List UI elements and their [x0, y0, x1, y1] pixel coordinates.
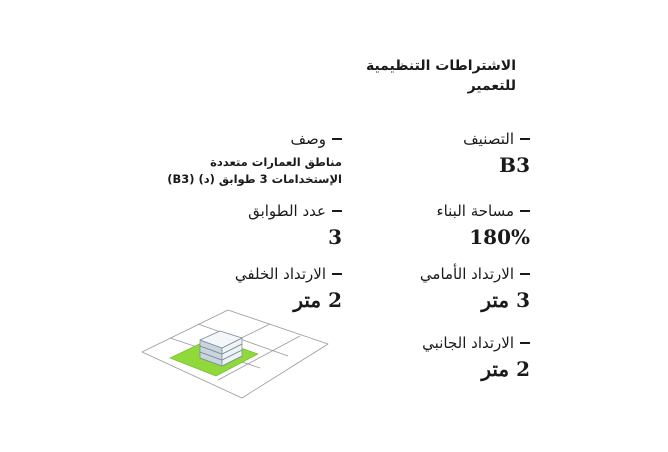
classification-label: التصنيف: [463, 130, 514, 148]
rear-setback-value: 2 متر: [293, 288, 342, 312]
dash-marker: [332, 210, 342, 212]
floors-value: 3: [328, 225, 342, 249]
dash-marker: [520, 210, 530, 212]
field-building-area: [437, 200, 530, 250]
field-label-row: [420, 263, 530, 285]
field-classification: [463, 128, 530, 178]
building-area-label: مساحة البناء: [436, 202, 514, 220]
page-title: [296, 56, 516, 96]
side-setback-value: 2 متر: [481, 357, 530, 381]
front-setback-value: 3 متر: [481, 288, 530, 312]
field-side-setback: [422, 332, 530, 382]
description-value: [167, 154, 342, 188]
classification-value: B3: [499, 153, 530, 177]
description-label: وصف: [290, 130, 326, 148]
field-label-row: [235, 263, 342, 285]
dash-marker: [520, 273, 530, 275]
page-title-line2: للتعمير: [467, 78, 516, 94]
dash-marker: [332, 138, 342, 140]
dash-marker: [520, 138, 530, 140]
field-label-row: [422, 332, 530, 354]
field-floors: [248, 200, 342, 250]
description-line1: مناطق العمارات متعددة: [210, 155, 342, 169]
field-label-row: [463, 128, 530, 150]
field-description: [167, 128, 342, 188]
building-area-value: 180%: [469, 225, 530, 249]
field-label-row: [248, 200, 342, 222]
field-label-row: [167, 128, 342, 150]
page-title-line1: الاشتراطات التنظيمية: [365, 58, 516, 74]
front-setback-label: الارتداد الأمامي: [419, 265, 514, 283]
field-label-row: [437, 200, 530, 222]
isometric-plot-building-icon: [140, 306, 330, 402]
floors-label: عدد الطوابق: [248, 202, 326, 220]
dash-marker: [332, 273, 342, 275]
rear-setback-label: الارتداد الخلفي: [234, 265, 326, 283]
field-front-setback: [420, 263, 530, 313]
description-line2: الإستخدامات 3 طوابق (د) (B3): [167, 172, 342, 186]
dash-marker: [520, 342, 530, 344]
side-setback-label: الارتداد الجانبي: [422, 334, 514, 352]
